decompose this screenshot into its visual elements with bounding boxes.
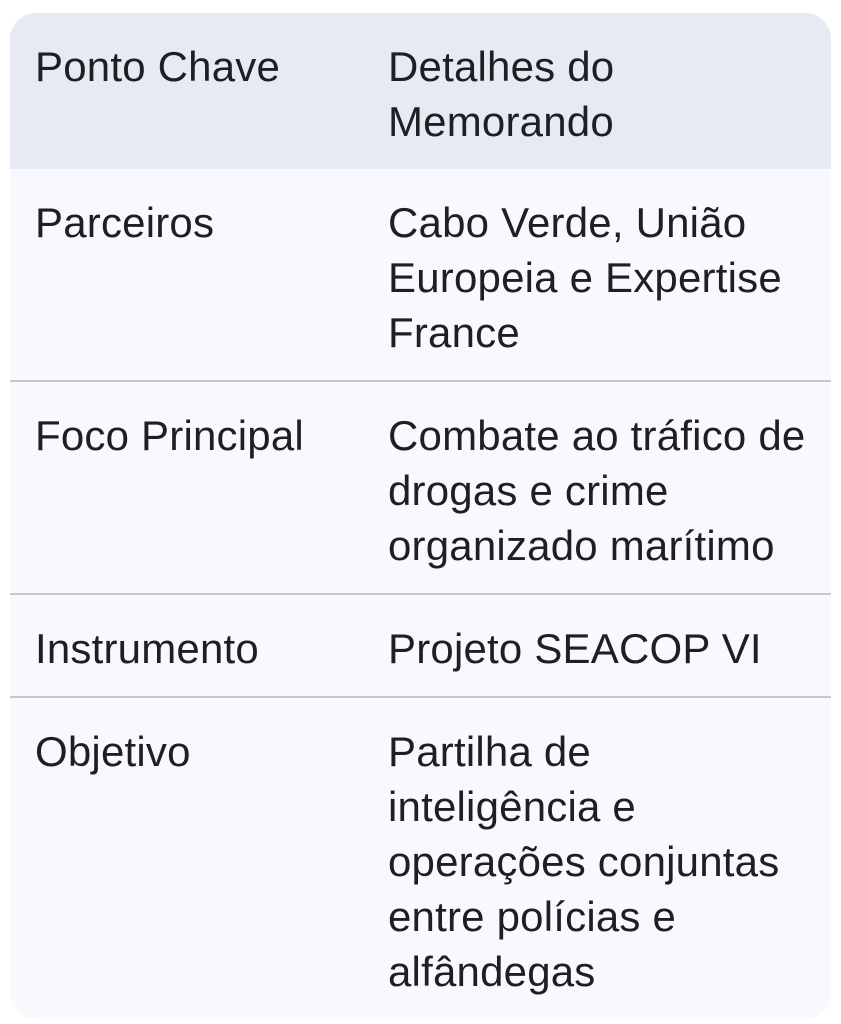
table-body — [10, 169, 831, 1019]
table-header — [10, 13, 831, 169]
table-row-parceiros — [10, 169, 831, 380]
row-label-parceiros: Parceiros — [35, 199, 215, 246]
table-row-objetivo — [10, 696, 831, 1019]
table-row-instrumento — [10, 593, 831, 696]
memo-details-table — [10, 13, 831, 1019]
row-label-objetivo: Objetivo — [35, 728, 191, 775]
row-value-objetivo: Partilha de inteligência e operações conjuntas entre polícias e alfândegas — [388, 728, 780, 995]
row-value-parceiros: Cabo Verde, União Europeia e Expertise France — [388, 199, 782, 356]
table-row-foco-principal — [10, 380, 831, 593]
row-value-foco-principal: Combate ao tráfico de drogas e crime organizado marítimo — [388, 412, 806, 569]
header-row — [10, 13, 831, 169]
row-label-foco-principal: Foco Principal — [35, 412, 304, 459]
header-cell-ponto-chave: Ponto Chave — [35, 43, 281, 90]
header-cell-detalhes-memorando: Detalhes do Memorando — [388, 43, 615, 145]
row-label-instrumento: Instrumento — [35, 625, 259, 672]
row-value-instrumento: Projeto SEACOP VI — [388, 625, 762, 672]
